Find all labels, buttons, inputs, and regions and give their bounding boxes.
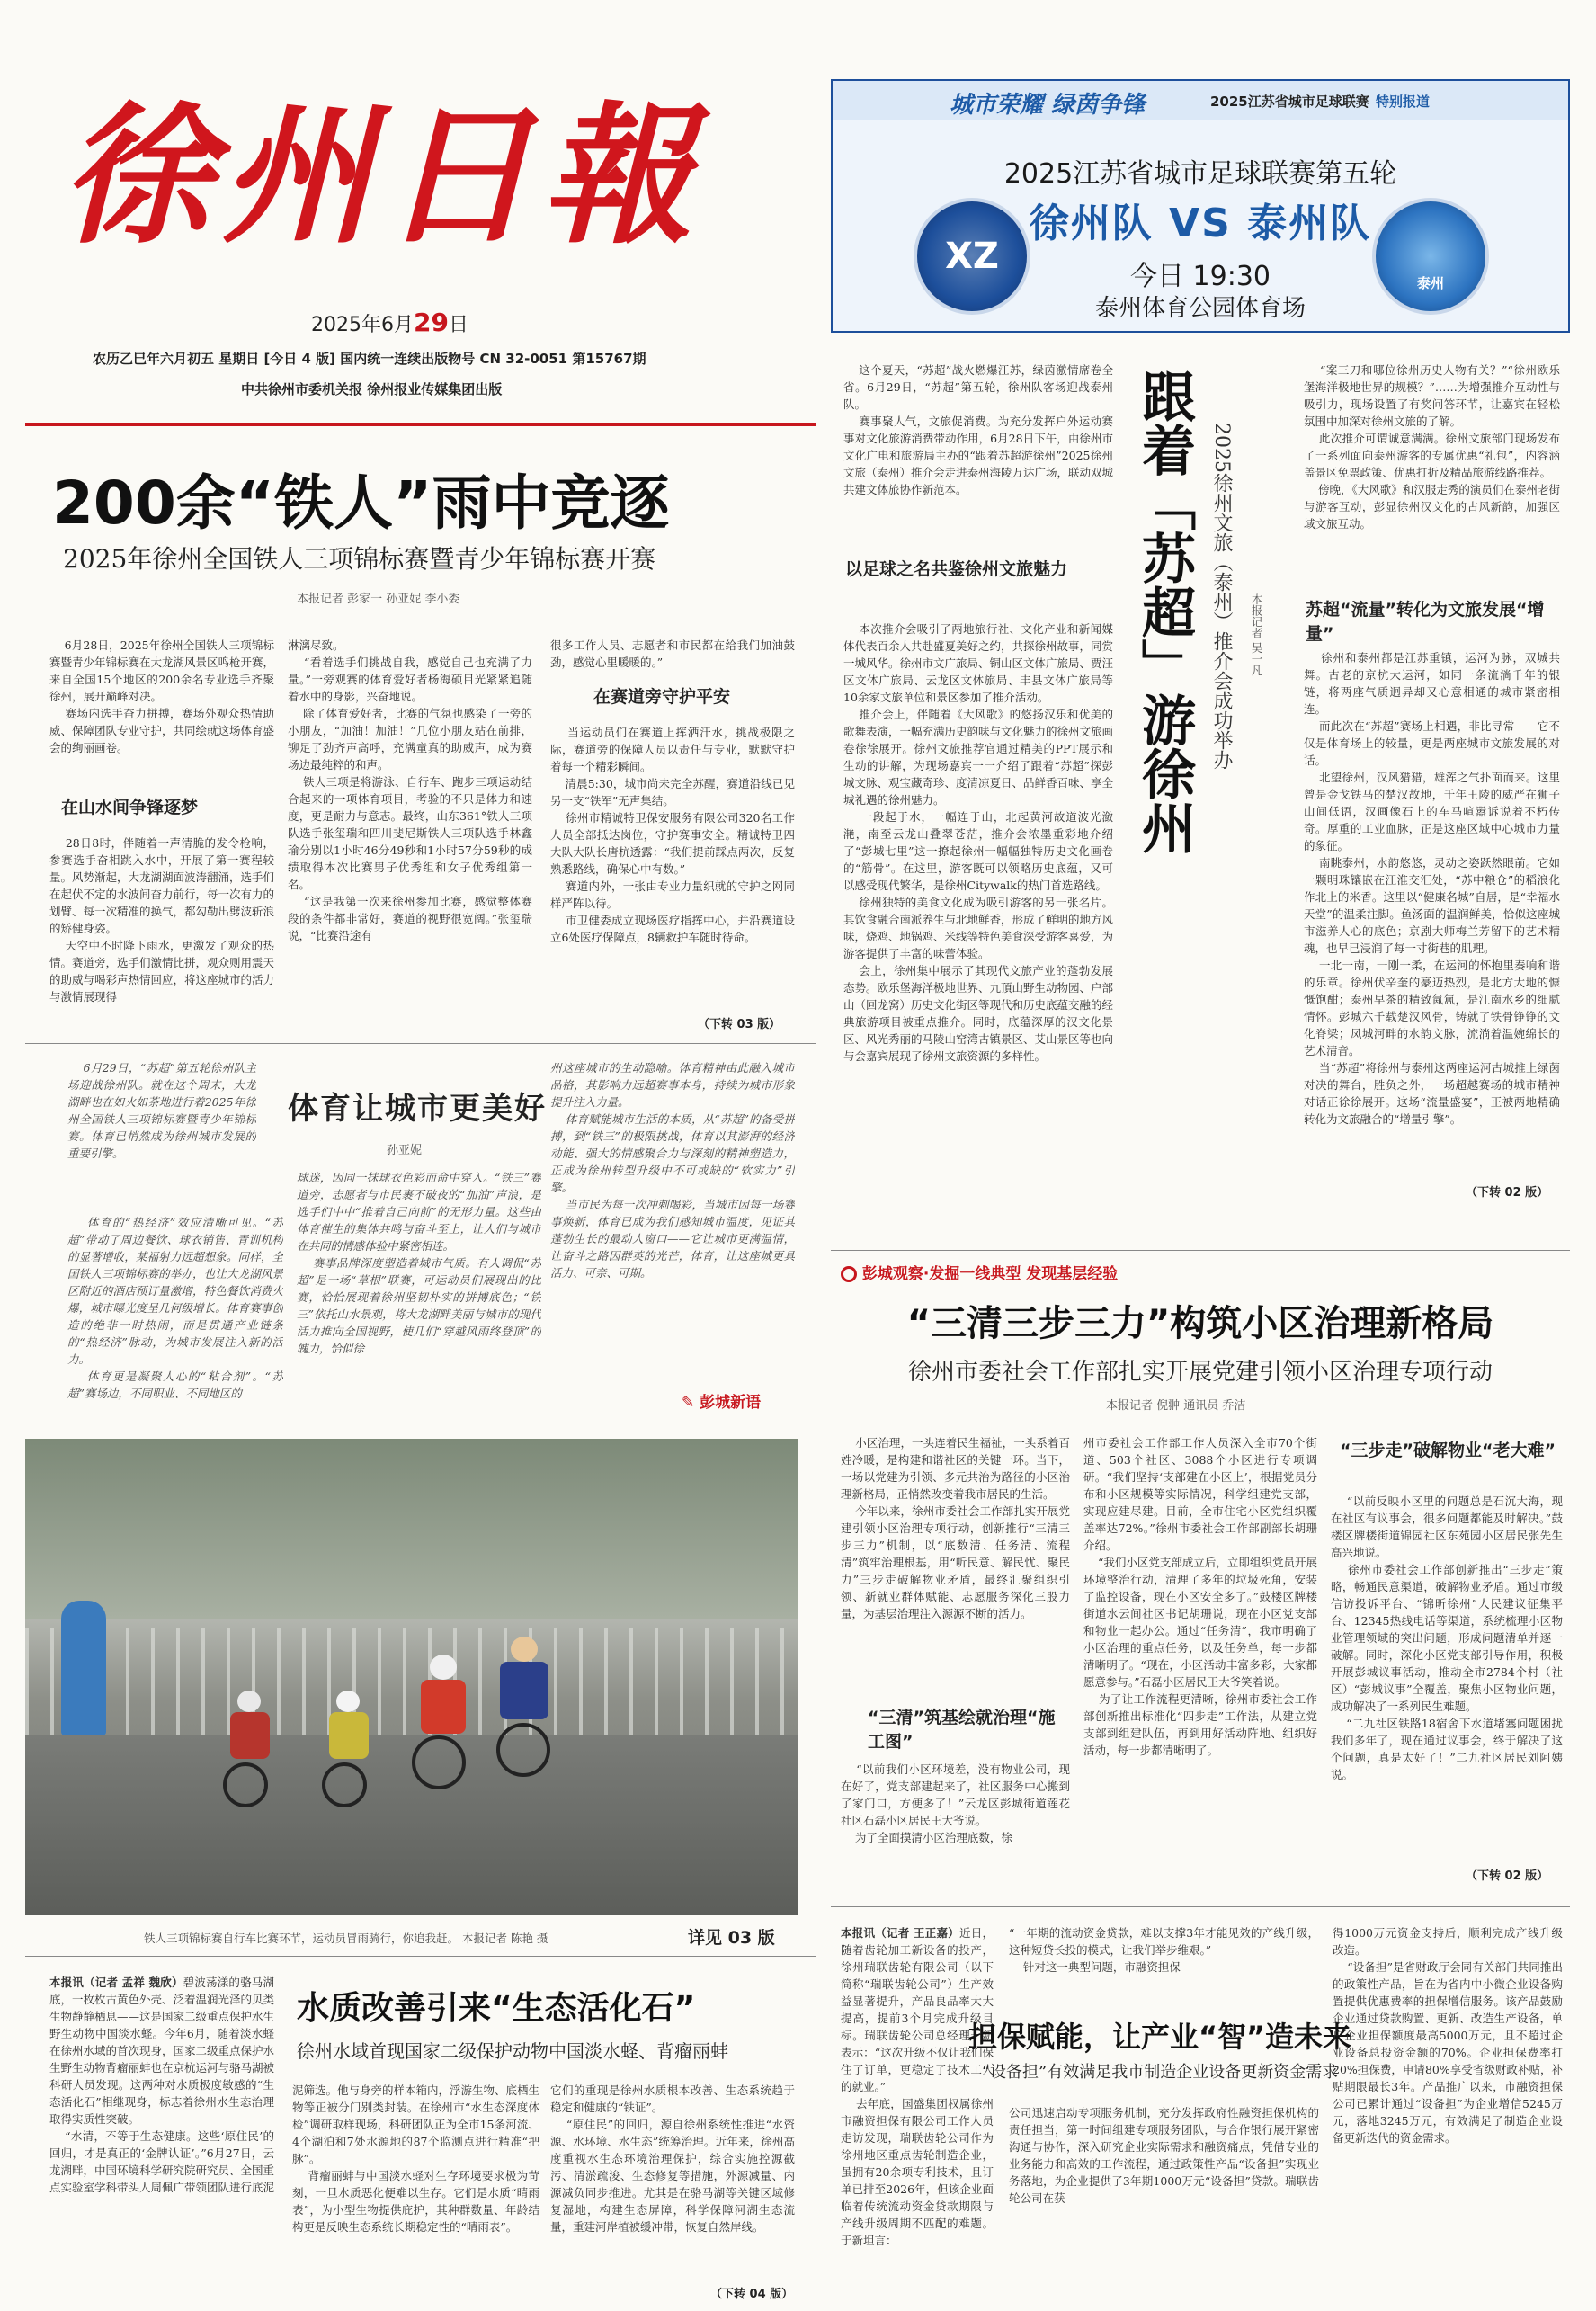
see-page: 详见 03 版	[688, 1928, 775, 1948]
finance-col2b: 公司迅速启动专项服务机制，充分发挥政府性融资担保机构的责任担当，第一时间组建专项服务团队，与合作银行展开紧密沟通与协作，深入研究企业实际需求和融资痛点，凭借专业的业务能力和高效的工作流程，通过政策性产品“设备担”实现业务落地，为企业提供了3年期1000万元“设备担”贷款。瑞联齿轮公司在获	[1009, 2106, 1319, 2205]
banner-league: 2025江苏省城市足球联赛	[1210, 94, 1369, 110]
match-banner	[831, 79, 1570, 333]
cyclist-1	[412, 1655, 475, 1789]
article-triathlon-col3a: 很多工作人员、志愿者和市民都在给我们加油鼓劲，感觉心里暖暖的。”	[550, 638, 795, 669]
continued-suchao: （下转 02 版）	[1466, 1186, 1549, 1200]
issue-date: 2025年6月29日	[311, 308, 468, 337]
banner-special: 特别报道	[1376, 94, 1431, 110]
cyclist-3	[322, 1691, 376, 1807]
community-subheadline: 徐州市委社会工作部扎实开展党建引领小区治理专项行动	[907, 1359, 1493, 1386]
banner-slogan: 城市荣耀 绿茵争锋	[950, 92, 1146, 119]
article-triathlon-col2: 淋漓尽致。 “看着选手们挑战自我，感觉自己也充满了力量。”一旁观赛的体育爱好者杨海硕目光紧紧追随着水中的身影，兴奋地说。 除了体育爱好者，比赛的气氛也感染了一旁的小朋友，“加油！加油！”几位小朋友站在前排，铆足了劲齐声高呼，充满童真的助威声，成为赛场边最纯粹的和声。 铁人三项是将游泳、自行车、跑步三项运动结合起来的一项体育项目，考验的不只是体力和速度，更是耐力与意志。最终，山东361°铁人三项队选手张玺瑞和四川斐尼斯铁人三项队选手林鑫瑜分别以1小时46分49秒和1小时57分59秒的成绩取得本次比赛男子优秀组和女子优秀组第一名。 “这是我第一次来徐州参加比赛，感觉整体赛段的条件都非常好，赛道的视野很宽阔。”张玺瑞说，“比赛沿途有	[288, 638, 532, 942]
cyclist-2	[493, 1637, 556, 1780]
water-top-rule	[25, 1956, 816, 1957]
community-col3: “以前反映小区里的问题总是石沉大海，现在社区有议事会，很多问题都能及时解决。”鼓楼区牌楼街道锦园社区东苑园小区居民张先生高兴地说。 徐州市委社会工作部创新推出“三步走”策略，畅通民意渠道，破解物业矛盾。通过市级信访投诉平台、“锦昕徐州”人民建议征集平台、12345热线电话等渠道，系统梳理小区物业管理领域的突出问题，形成问题清单并逐一破解。同时，深化小区党支部引导作用，积极开展彭城议事活动，推动全市2784个村（社区）“彭城议事”全覆盖，聚焦小区物业问题，成功解决了一系列民生难题。 “二九社区铁路18宿舍下水道堵塞问题困扰我们多年了，现在通过议事会，终于解决了这个问题，真是太好了！”二九社区居民刘阿姨说。	[1331, 1495, 1563, 1781]
community-headline: “三清三步三力”构筑小区治理新格局	[906, 1303, 1494, 1344]
suchao-col1b: 本次推介会吸引了两地旅行社、文化产业和新闻媒体代表百余人共赴盛夏美好之约，共探徐州故事，同赏一城风华。徐州市文广旅局、铜山区文体广旅局、贾汪区文体广旅局、云龙区文体旅局、丰县文体广旅局等10余家文旅单位和景区参加了推介活动。 推介会上，伴随着《大风歌》的悠扬汉乐和优美的歌舞表演，一幅充满历史韵味与文化魅力的徐州文旅画卷徐徐展开。徐州文旅推荐官通过精美的PPT展示和生动的讲解，为现场嘉宾一一介绍了跟着“苏超”探彭城文脉、观宝藏奇珍、度清凉夏日、品鲜香百味、享全城礼遇的徐州魅力。 一段起于水，一幅连于山，北起黄河故道波光潋滟，南至云龙山叠翠苍茫，推介会浓墨重彩地介绍了“彭城七里”这一撩起徐州一幅幅独特历史文化画卷的“筋骨”。在这里，游客既可以领略历史底蕴，又可以感受现代繁华，是徐州Citywalk的热门首选路线。 徐州独特的美食文化成为吸引游客的另一张名片。其饮食融合南派养生与北地鲜香，形成了鲜明的地方风味，烧鸡、地锅鸡、米线等特色美食深受游客喜爱，为游客提供了丰富的味蕾体验。 会上，徐州集中展示了其现代文旅产业的蓬勃发展态势。欧乐堡海洋极地世界、九頂山野生动物园、户部山（回龙窝）历史文化街区等现代和历史底蕴交融的经典旅游项目被重点推介。同时，底蕴深厚的汉文化景区、风光秀丽的马陵山窑湾古镇景区、艾山景区等也向与会嘉宾展现了徐州文旅资源的多样性。	[843, 622, 1113, 1063]
suchao-col2b: 徐州和泰州都是江苏重镇，运河为脉，双城共舞。古老的京杭大运河，如同一条流淌千年的银链，将两座气质迥异却又心意相通的城市紧密相连。 而此次在“苏超”赛场上相遇，非比寻常——它不仅是体育场上的较量，更是两座城市文旅发展的对话。 北望徐州，汉风猎猎，雄浑之气扑面而来。这里曾是金戈铁马的楚汉故地，千年王陵的威严在狮子山间低语，汉画像石上的车马喧嚣诉说着不朽传奇。厚重的工业血脉，正是这座区域中心城市力量的象征。 南眺泰州，水韵悠悠，灵动之姿跃然眼前。它如一颗明珠镶嵌在江淮交汇处，“苏中粮仓”的稻浪化作北上的米香。这里以“健康名城”自居，是“幸福水天堂”的温柔注脚。鱼汤面的温润鲜美，恰似这座城市滋养人心的底色；京剧大师梅兰芳留下的艺术精魂，也早已浸润了每一寸街巷的肌理。 一北一南，一刚一柔，在运河的怀抱里奏响和谐的乐章。徐州伏辛奎的豪迈热烈，是北方大地的慷慨饱酣；泰州早茶的精致氤氲，是江南水乡的细腻情怀。彭城六千载楚汉风骨，铸就了铁骨铮铮的文化脊梁；凤城河畔的水韵文脉，流淌着温婉绵长的艺术清音。 当“苏超”将徐州与泰州这两座运河古城推上绿茵对决的舞台，胜负之外，一场超越赛场的城市精神对话正徐徐展开。这场“流量盛宴”，正被两地精确转化为文旅融合的“增量引擎”。	[1304, 651, 1560, 1126]
continued-triathlon: （下转 03 版）	[698, 1018, 781, 1031]
commentary-col3: 州这座城市的生动隐喻。体育精神由此融入城市品格，其影响力远超赛事本身，持续为城市形象提升注入力量。 体育赋能城市生活的本质，从“苏超”的备受拼搏，到“铁三”的极限挑战，体育以其澎湃的经济动能、强大的情感聚合力与深刻的精神塑造力，正成为徐州转型升级中不可或缺的“软实力”引擎。 当市民为每一次冲刺喝彩，当城市因每一场赛事焕新，体育已成为我们感知城市温度，见证其蓬勃生长的最动人窗口——它让城市更满温情，让奋斗之路因群英的光芒，体育，让这座城更具活力、可亲、可期。	[550, 1061, 795, 1280]
water-col1-text: 碧波荡漾的骆马湖底，一枚枚古黄色外壳、泛着温润光泽的贝类生物静静栖息——这是国家二级重点保护水生野生动物中国淡水蛏。今年6月，随着淡水蛏在徐州水域的首次现身，国家二级重点保护水生野生动物背瘤丽蚌也在京杭运河与骆马湖被科研人员发现。这两种对水质极度敏感的“生态活化石”相继现身，标志着徐州水生态治理取得实质性突破。 “水清，不等于生态健康。这些‘原住民’的回归，才是真正的‘金牌认证’。”6月27日，云龙湖畔，中国环境科学研究院研究员、全国重点实验室学科带头人周佩广带领团队进行底泥	[49, 1976, 274, 2194]
commentary-top-rule	[25, 1043, 816, 1044]
article-triathlon-col1: 6月28日，2025年徐州全国铁人三项锦标赛暨青少年锦标赛在大龙湖风景区鸣枪开赛，来自全国15个地区的200余名专业选手齐聚徐州，展开巅峰对决。 赛场内选手奋力拼搏，赛场外观众热情助威、保障团队专业守护，共同绘就这场体育盛会的绚丽画卷。	[49, 638, 274, 754]
masthead-rule	[25, 423, 816, 426]
community-col1: 小区治理，一头连着民生福祉，一头系着百姓冷暖，是构建和谐社区的关键一环。当下，一场以党建为引领、多元共治为路径的小区治理新格局，正悄然改变着我市居民的生活。 今年以来，徐州市委社会工作部扎实开展党建引领小区治理专项行动，创新推行“三清三步三力”机制，以“底数清、任务清、流程清”筑牢治理根基，用“听民意、解民忧、聚民力”三步走破解物业矛盾，最终汇聚组织引领、新就业群体赋能、志愿服务深化三股力量，为基层治理注入源源不断的活力。	[841, 1436, 1070, 1620]
byline-triathlon: 本报记者 彭家一 孙亚妮 李小委	[297, 593, 460, 606]
suchao-byline: 本报记者 吴一凡	[1250, 593, 1263, 676]
subheadline-triathlon: 2025年徐州全国铁人三项锦标赛暨青少年锦标赛开赛	[63, 544, 656, 574]
taizhou-badge-icon	[1372, 198, 1489, 315]
finance-col2a: “一年期的流动资金贷款，难以支撑3年才能见效的产线升级，这种短贷长投的模式，让我们举步维艰。” 针对这一典型问题，市融资担保	[1009, 1926, 1319, 1974]
finance-headline: 担保赋能，让产业“智”造未来	[967, 2020, 1352, 2054]
suchao-col-center	[1124, 908, 1295, 1196]
match-time: 今日 19:30	[1130, 261, 1271, 292]
commentary-col2: 球迷，因同一抹球衣色彩而命中穿入。“铁三”赛道旁，志愿者与市民裹不破夜的“加油”声浪，是选手们中中“推着自己向前”的无形力量。这些由体育催生的集体共鸣与奋斗至上，让人们与城市在共同的情感体验中紧密相连。 赛事品牌深度塑造着城市气质。有人调侃“苏超”是一场“草根”联赛，可运动员们展现出的比赛，恰恰展现着徐州坚韧朴实的拼搏底色；“铁三”依托山水景观，将大龙湖畔美丽与城市的现代活力推向全国视野，使几们“穿越风雨终登顶”的魄力，恰似徐	[297, 1171, 541, 1355]
photo-trees	[25, 1439, 798, 1619]
finance-col1	[841, 1924, 994, 2302]
water-headline: 水质改善引来“生态活化石”	[297, 1990, 696, 2027]
commentary-col1: 体育的“热经济”效应清晰可见。“苏超”带动了周边餐饮、球衣销售、青训机构的显著增收，某福射力远超想象。同样，全国铁人三项锦标赛的举办，也让大龙湖风景区附近的酒店预订量激增，特色餐饮消费火爆，城市曝光度呈几何级增长。体育赛事创造的绝非一时热闹，而是贯通产业链条的“热经济”脉动，为城市发展注入新的活力。 体育更是凝聚人心的“粘合剂”。“苏超”赛场边，不同职业、不同地区的	[67, 1216, 283, 1400]
suchao-headline: 跟着「苏超」游徐州	[1133, 369, 1196, 854]
taizhou-badge-text: 泰州	[1416, 275, 1444, 291]
issue-info: 农历乙巳年六月初五 星期日 [今日 4 版] 国内统一连续出版物号 CN 32-0051 第15767期	[93, 351, 646, 367]
subhead-triathlon-2: 在赛道旁守护平安	[593, 687, 731, 707]
pen-icon: ✎	[682, 1394, 695, 1412]
community-bottom-rule	[831, 1906, 1570, 1907]
water-col1	[49, 1974, 274, 2298]
water-col3: 它们的重现是徐州水质根本改善、生态系统趋于稳定和健康的“铁证”。 “原住民”的回归，源自徐州系统性推进“水资源、水环境、水生态”统筹治理。近年来，徐州高度重视水生态环境治理保护，综合实施控源截污、清淤疏浚、生态修复等措施，外源减量、内源减负同步推进。尤其是在骆马湖等关键区域修复湿地，构建生态屏障，科学保障河湖生态流量，重建河岸植被缓冲带，恢复自然岸线。	[550, 2083, 795, 2234]
match-venue: 泰州体育公园体育场	[1094, 295, 1306, 322]
water-col2: 泥筛选。他与身旁的样本箱内，浮游生物、底栖生物等正被分门别类封装。在徐州市“水生态深度体检”调研取样现场，科研团队正为全市15条河流、4个湖泊和7处水源地的87个监测点进行精准“把脉”。 背瘤丽蚌与中国淡水蛏对生存环境要求极为苛刻，一旦水质恶化便难以生存。它们是水质“晴雨表”，为小型生物提供庇护，其种群数量、年龄结构更是反映生态系统长期稳定性的“晴雨表”。	[292, 2083, 539, 2234]
suchao-subheadline: 2025徐州文旅（泰州）推介会成功举办	[1210, 423, 1233, 770]
eye-icon	[841, 1266, 857, 1282]
suchao-col2: “案三刀和哪位徐州历史人物有关？”“徐州欧乐堡海洋极地世界的规模？”……为增强推介互动性与吸引力，现场设置了有奖问答环节，让嘉宾在轻松氛围中加深对徐州文旅的了解。 此次推介可谓诚意满满。徐州文旅部门现场发布了一系列面向泰州游客的专属优惠“礼包”，内容涵盖景区免票政策、优惠打折及精品旅游线路推荐。 傍晚，《大风歌》和汉服走秀的演员们在泰州老街与游客互动，彭显徐州汉文化的古风新韵，加强区域文旅互动。	[1304, 363, 1560, 531]
suchao-col1: 这个夏天，“苏超”战火燃爆江苏，绿茵激情席卷全省。6月29日，“苏超”第五轮，徐州队客场迎战泰州队。 赛事聚人气，文旅促消费。为充分发挥户外运动赛事对文化旅游消费带动作用，6月28日下午，由徐州市文化广电和旅游局主办的“跟着苏超游徐州”2025徐州文旅（泰州）推介会走进泰州海陵万达广场，联动双城共建文体旅协作新范本。	[843, 363, 1113, 496]
center-story-bottom-rule	[831, 1250, 1570, 1251]
commentary-title: 体育让城市更美好	[288, 1091, 547, 1127]
suchao-subhead-1: 以足球之名共鉴徐州文旅魅力	[845, 559, 1068, 579]
cyclist-4	[223, 1691, 277, 1807]
xuzhou-badge-icon	[914, 198, 1030, 315]
masthead	[25, 54, 816, 432]
water-subheadline: 徐州水域首现国家二级保护动物中国淡水蛏、背瘤丽蚌	[297, 2040, 728, 2062]
continued-community: （下转 02 版）	[1466, 1869, 1549, 1883]
publisher-line: 中共徐州市委机关报 徐州报业传媒集团出版	[241, 381, 503, 397]
continued-water: （下转 04 版）	[710, 2288, 794, 2301]
commentary-intro: 6月29日，“苏超”第五轮徐州队主场迎战徐州队。就在这个周末，大龙湖畔也在如火如荼地进行着2025年徐州全国铁人三项锦标赛暨青少年锦标赛。体育已悄然成为徐州城市发展的重要引擎。	[67, 1061, 256, 1160]
water-lead: 本报讯（记者 孟祥 魏欣）	[49, 1976, 183, 1989]
xuzhou-badge-text: XZ	[945, 236, 999, 277]
spectator	[61, 1601, 106, 1735]
suchao-subhead-2: 苏超“流量”转化为文旅发展“增量”	[1306, 600, 1545, 644]
article-triathlon-col3: 当运动员们在赛道上挥洒汗水，挑战极限之际，赛道旁的保障人员以责任与专业，默默守护着每一个精彩瞬间。 清晨5:30，城市尚未完全苏醒，赛道沿线已见另一支“铁军”无声集结。 徐州市精诚特卫保安服务有限公司320名工作人员全部抵达岗位，守护赛事安全。精诚特卫四大队大队长唐杭透露：“我们提前踩点两次，反复熟悉路线，确保心中有数。” 赛道内外，一张由专业力量织就的守护之网同样严阵以待。 市卫健委成立现场医疗指挥中心，并沿赛道设立6处医疗保障点，8辆救护车随时待命。	[550, 726, 795, 944]
community-col2: 州市委社会工作部工作人员深入全市70个街道、503个社区、3088个小区进行专项调研。“我们坚持‘支部建在小区上’，根据党员分布和小区规模等实际情况，科学组建党支部，实现应建尽建。目前，全市住宅小区党组织覆盖率达72%。”徐州市委社会工作部副部长胡珊介绍。 “我们小区党支部成立后，立即组织党员开展环境整治行动，清理了多年的垃圾死角，安装了监控设备，现在小区安全多了。”鼓楼区牌楼街道水云间社区书记胡珊说，现在小区党支部和物业一起办公。通过“任务清”，我市明确了小区治理的重点任务，以及任务单，每一步都清晰明了。“现在，小区活动丰富多彩，大家都愿意参与。”石磊小区居民王大爷笑着说。 为了让工作流程更清晰，徐州市委社会工作部创新推出标准化“四步走”工作法，从建立党支部到组建队伍，再到用好活动阵地、组织好活动，每一步都清晰明了。	[1083, 1436, 1317, 1757]
round-title: 2025江苏省城市足球联赛第五轮	[1003, 158, 1397, 190]
match-title: 徐州队 VS 泰州队	[1029, 201, 1372, 246]
subhead-triathlon-1: 在山水间争锋逐梦	[61, 798, 199, 817]
finance-col3: 得1000万元资金支持后，顺利完成产线升级改造。 “设备担”是省财政厅会同有关部门共同推出的政策性产品，旨在为省内中小微企业设备购置提供优惠费率的担保增信服务。该产品鼓励企业通过贷款购置、更新、改造生产设备，单户企业担保额度最高5000万元，且不超过企业设备总投资金额的70%。企业担保费率打20%担保费，申请80%享受省级财政补贴，补贴期限最长3年。产品推广以来，市融资担保公司已累计通过“设备担”为企业增信5245万元，落地3245万元，有效满足了制造企业设备更新迭代的资金需求。	[1333, 1926, 1563, 2145]
date-day: 29	[414, 308, 449, 337]
photo-caption: 铁人三项锦标赛自行车比赛环节，运动员冒雨骑行，你追我赶。 本报记者 陈艳 摄	[144, 1932, 548, 1945]
commentary-author: 孙亚妮	[387, 1144, 423, 1157]
finance-col1-text: 近日，随着齿轮加工新设备的投产，徐州瑞联齿轮有限公司（以下简称“瑞联齿轮公司”）生产效益显著提升，产品良品率大大提高，提前3个月完成升级目标。瑞联齿轮公司总经理于新表示：“这次升级不仅让我们保住了订单，更稳定了技术工人的就业。” 去年底，国盛集团权属徐州市融资担保有限公司工作人员走访发现，瑞联齿轮公司作为徐州地区重点齿轮制造企业，虽拥有20余项专利技术，且订单已排至2026年，但该企业面临着传统流动资金贷款期限与产线升级周期不匹配的难题。于新坦言：	[841, 1926, 994, 2247]
banner-slogan-bar	[833, 81, 1568, 120]
community-subhead-2: “三步走”破解物业“老大难”	[1340, 1441, 1556, 1460]
headline-triathlon: 200余“铁人”雨中竞逐	[52, 468, 670, 538]
triathlon-photo	[25, 1439, 798, 1915]
community-byline: 本报记者 倪翀 通讯员 乔洁	[1106, 1399, 1246, 1413]
community-subhead-1: “三清”筑基绘就治理“施工图”	[868, 1708, 1056, 1752]
finance-subheadline: “设备担”有效满足我市制造企业设备更新资金需求	[981, 2063, 1339, 2082]
finance-lead: 本报讯（记者 王正嘉）	[841, 1926, 959, 1940]
commentary-column-logo: ✎ 彭城新语	[682, 1394, 762, 1412]
newspaper-logo: 徐州日報	[61, 86, 701, 264]
community-col1b: “以前我们小区环境差，没有物业公司，现在好了，党支部建起来了，社区服务中心搬到了家门口，方便多了！”云龙区彭城街道莲花社区石磊小区居民王大爷说。 为了全面摸清小区治理底数，徐	[841, 1762, 1070, 1844]
community-tag: 彭城观察·发掘一线典型 发现基层经验	[841, 1261, 1118, 1283]
article-triathlon-col1b: 28日8时，伴随着一声清脆的发令枪响，参赛选手奋相跳入水中，开展了第一赛程较量。风势渐起，大龙湖湖面波涛翻涌，选手们在起伏不定的水波间奋力前行，每一次有力的划臂、每一次精准的换气，都勾勒出劈波斩浪的矫健身姿。 天空中不时降下雨水，更激发了观众的热情。赛道旁，选手们激情比拼，观众则用震天的助威与喝彩声热情回应，将这座城市的活力与激情展现得	[49, 836, 274, 1004]
